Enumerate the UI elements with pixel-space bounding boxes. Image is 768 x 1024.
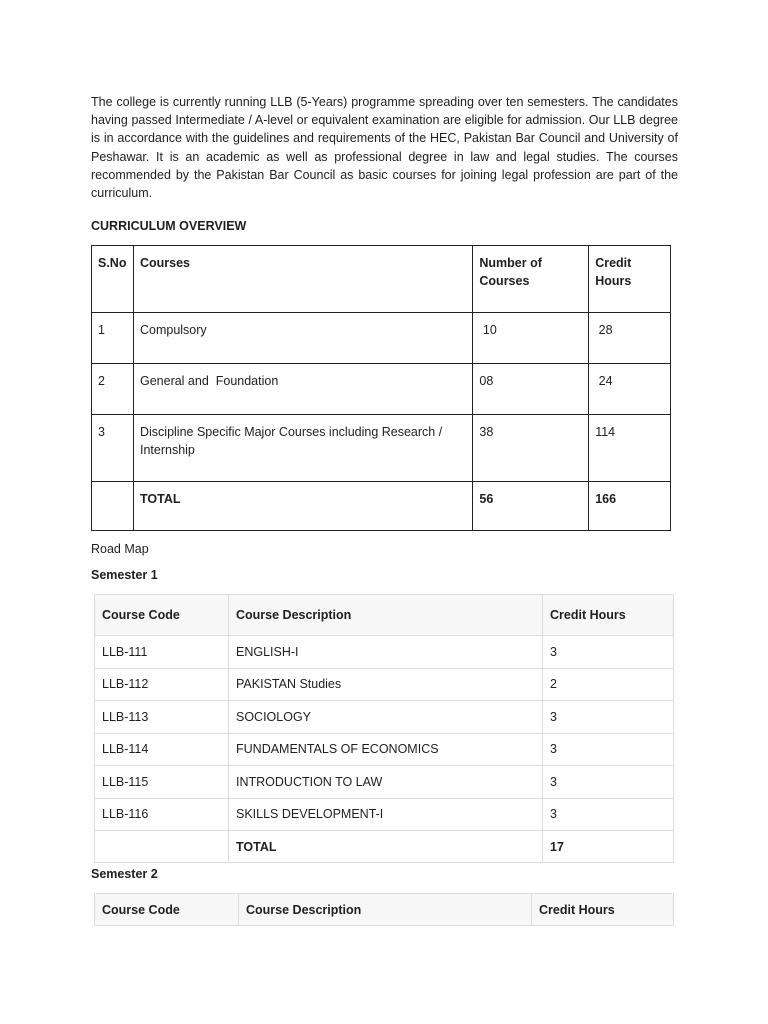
cell-course-description: SKILLS DEVELOPMENT-I	[229, 798, 543, 831]
table-row	[95, 766, 674, 799]
table-row	[95, 798, 674, 831]
cell-credit-hours: 3	[543, 733, 674, 766]
cell-course-code-empty	[95, 831, 229, 863]
cell-total-number: 56	[473, 482, 589, 531]
cell-course: Compulsory	[133, 313, 472, 364]
semester-2-heading: Semester 2	[91, 867, 158, 881]
curriculum-overview-heading: CURRICULUM OVERVIEW	[91, 219, 247, 233]
header-credit-hours: Credit Hours	[532, 894, 674, 926]
cell-sno-empty	[92, 482, 134, 531]
cell-course-code: LLB-116	[95, 798, 229, 831]
cell-total-credits: 166	[589, 482, 671, 531]
cell-total-label: TOTAL	[133, 482, 472, 531]
table-row	[92, 415, 671, 482]
header-credit-hours	[589, 246, 671, 313]
cell-credit-hours: 3	[543, 636, 674, 669]
intro-paragraph: The college is currently running LLB (5-Years) programme spreading over ten semesters. The candidates having passed Intermediate / A-level or equivalent examination are eligible for admission. Our LLB degree is in accordance with the guidelines and requirements of the HEC, Pakistan Bar Council and University of Peshawar. It is an academic as well as professional degree in law and legal studies. The courses recommended by the Pakistan Bar Council as basic courses for joining legal profession are part of the curriculum.	[91, 95, 678, 201]
header-sno: S.No	[92, 246, 134, 313]
semester-1-heading: Semester 1	[91, 568, 158, 582]
cell-course-code: LLB-114	[95, 733, 229, 766]
cell-course: General and Foundation	[133, 364, 472, 415]
header-course-code: Course Code	[95, 894, 239, 926]
table-total-row	[92, 482, 671, 531]
table-row	[95, 668, 674, 701]
header-number-of-courses-label: Number of Courses	[479, 256, 542, 288]
header-course-code: Course Code	[95, 595, 229, 636]
cell-course: Discipline Specific Major Courses including Research / Internship	[133, 415, 472, 482]
cell-total-credits: 17	[543, 831, 674, 863]
table-row	[92, 313, 671, 364]
cell-credits-value: 24	[598, 374, 613, 388]
header-courses: Courses	[133, 246, 472, 313]
cell-course-description: ENGLISH-I	[229, 636, 543, 669]
table-total-row	[95, 831, 674, 863]
cell-course-code: LLB-112	[95, 668, 229, 701]
table-row	[95, 636, 674, 669]
cell-course-description: PAKISTAN Studies	[229, 668, 543, 701]
cell-number	[473, 313, 589, 364]
cell-number: 38	[473, 415, 589, 482]
header-number-of-courses	[473, 246, 589, 313]
cell-course-code: LLB-111	[95, 636, 229, 669]
table-row	[95, 701, 674, 734]
road-map-label: Road Map	[91, 542, 149, 556]
header-course-description: Course Description	[229, 595, 543, 636]
cell-total-label: TOTAL	[229, 831, 543, 863]
table-header-row	[95, 894, 674, 926]
cell-number: 08	[473, 364, 589, 415]
cell-course-description: INTRODUCTION TO LAW	[229, 766, 543, 799]
cell-credits: 114	[589, 415, 671, 482]
cell-course-code: LLB-113	[95, 701, 229, 734]
cell-credit-hours: 3	[543, 701, 674, 734]
table-header-row	[92, 246, 671, 313]
semester-2-table	[94, 893, 674, 926]
cell-credits	[589, 364, 671, 415]
semester-1-table	[94, 594, 674, 863]
cell-course-description: FUNDAMENTALS OF ECONOMICS	[229, 733, 543, 766]
header-course-description: Course Description	[239, 894, 532, 926]
header-credit-hours-label: Credit Hours	[595, 256, 632, 288]
cell-sno: 2	[92, 364, 134, 415]
cell-sno: 3	[92, 415, 134, 482]
curriculum-overview-table	[91, 245, 671, 531]
cell-credit-hours: 3	[543, 798, 674, 831]
cell-course-code: LLB-115	[95, 766, 229, 799]
cell-course-description: SOCIOLOGY	[229, 701, 543, 734]
cell-number-value: 10	[482, 323, 497, 337]
table-row	[95, 733, 674, 766]
cell-credits	[589, 313, 671, 364]
cell-credit-hours: 3	[543, 766, 674, 799]
cell-credits-value: 28	[598, 323, 613, 337]
cell-credit-hours: 2	[543, 668, 674, 701]
table-row	[92, 364, 671, 415]
table-header-row	[95, 595, 674, 636]
header-credit-hours: Credit Hours	[543, 595, 674, 636]
cell-sno: 1	[92, 313, 134, 364]
